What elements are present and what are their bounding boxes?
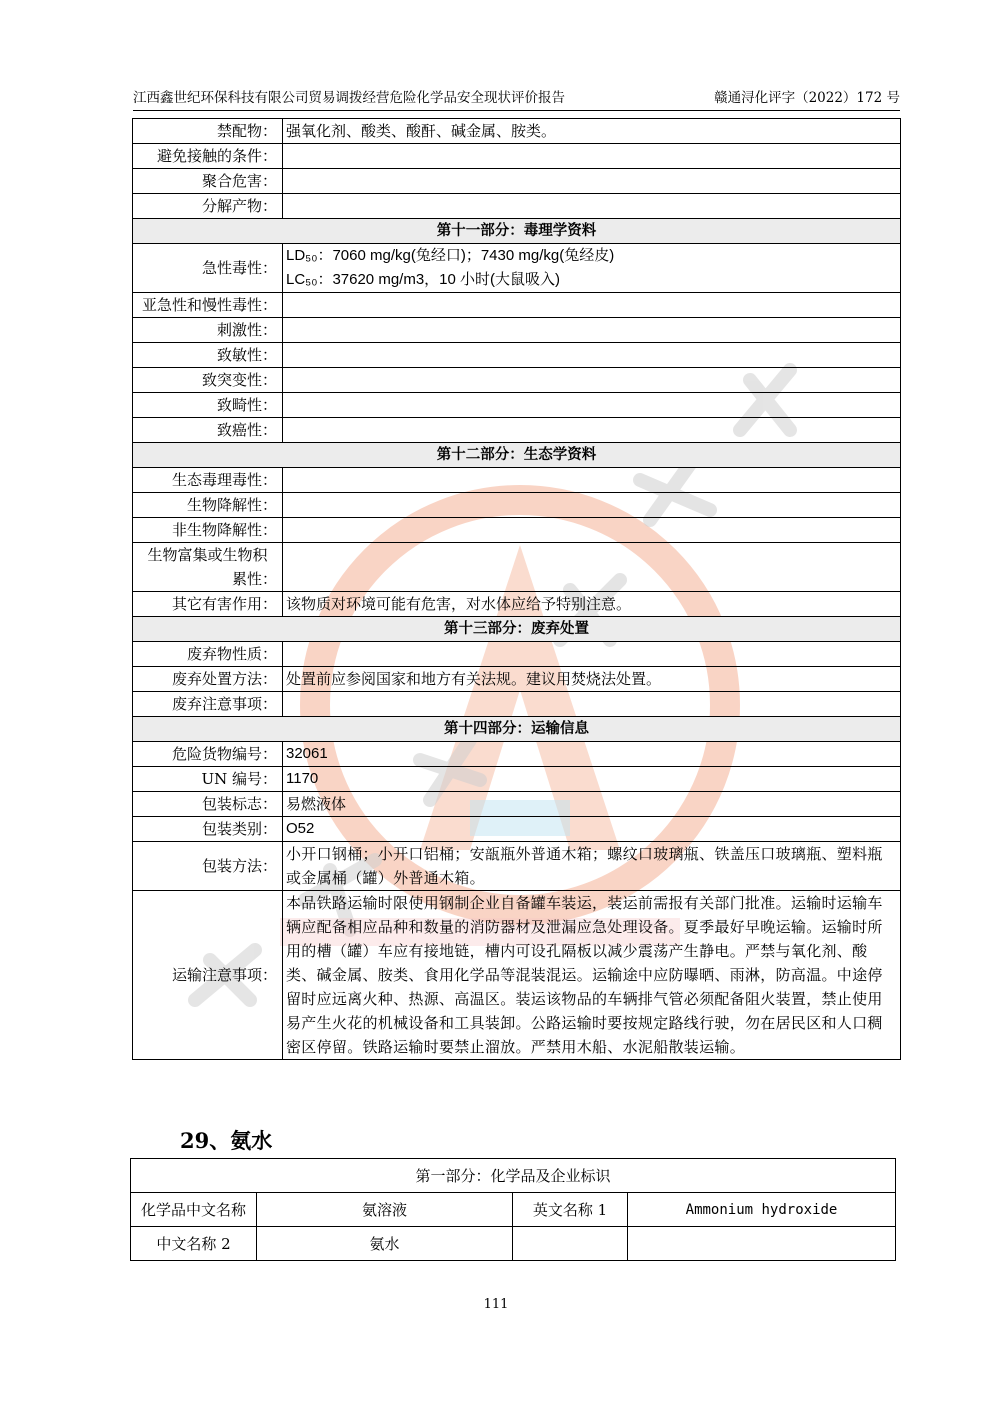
table-row bbox=[133, 468, 901, 493]
row-value-other-effects: 该物质对环境可能有危害，对水体应给予特别注意。 bbox=[283, 592, 901, 617]
lc50-text: LC₅₀：37620 mg/m3，10 小时(大鼠吸入) bbox=[286, 271, 561, 288]
row-label-un-number: UN 编号： bbox=[133, 767, 283, 792]
row-value-package-label: 易燃液体 bbox=[283, 792, 901, 817]
row-label-irritation: 刺激性： bbox=[133, 318, 283, 343]
table-row bbox=[133, 592, 901, 617]
row-label-acute-toxicity: 急性毒性： bbox=[133, 244, 283, 293]
cn-name-value: 氨溶液 bbox=[257, 1193, 513, 1227]
row-value-bioaccumulation bbox=[283, 543, 901, 592]
table-row bbox=[133, 642, 901, 667]
row-value-incompatible: 强氧化剂、酸类、酸酐、碱金属、胺类。 bbox=[283, 119, 901, 144]
row-label-dg-number: 危险货物编号： bbox=[133, 742, 283, 767]
row-value-transport-notes: 本品铁路运输时限使用钢制企业自备罐车装运，装运前需报有关部门批准。运输时运输车辆应配备相应品种和数量的消防器材及泄漏应急处理设备。夏季最好早晚运输。运输时所用的槽（罐）车应有接地链，槽内可设孔隔板以减少震荡产生静电。严禁与氧化剂、酸类、碱金属、胺类、食用化学品等混装混运。运输途中应防曝晒、雨淋，防高温。中途停留时应远离火种、热源、高温区。装运该物品的车辆排气管必须配备阻火装置，禁止使用易产生火花的机械设备和工具装卸。公路运输时要按规定路线行驶，勿在居民区和人口稠密区停留。铁路运输时要禁止溜放。严禁用木船、水泥船散装运输。 bbox=[283, 891, 901, 1060]
row-label-biodegradability: 生物降解性： bbox=[133, 493, 283, 518]
table-row bbox=[133, 817, 901, 842]
row-value-disposal-notes bbox=[283, 692, 901, 717]
section-29-heading: 29、氨水 bbox=[180, 1128, 273, 1153]
row-label-mutagenicity: 致突变性： bbox=[133, 368, 283, 393]
table-row bbox=[133, 543, 901, 592]
ammonia-identification-table bbox=[130, 1158, 896, 1261]
row-label-decomposition: 分解产物： bbox=[133, 194, 283, 219]
report-title: 江西鑫世纪环保科技有限公司贸易调拨经营危险化学品安全现状评价报告 bbox=[133, 90, 565, 106]
table-row bbox=[133, 393, 901, 418]
row-label-avoid-conditions: 避免接触的条件： bbox=[133, 144, 283, 169]
row-label-sensitization: 致敏性： bbox=[133, 343, 283, 368]
section-11-title: 第十一部分：毒理学资料 bbox=[133, 219, 901, 244]
table-row bbox=[131, 1159, 896, 1193]
section-14-title: 第十四部分：运输信息 bbox=[133, 717, 901, 742]
row-value-un-number: 1170 bbox=[283, 767, 901, 792]
table-row bbox=[133, 692, 901, 717]
table-row bbox=[133, 343, 901, 368]
row-label-disposal-method: 废弃处置方法： bbox=[133, 667, 283, 692]
section-header-row bbox=[133, 617, 901, 642]
row-value-teratogenicity bbox=[283, 393, 901, 418]
row-value-disposal-method: 处置前应参阅国家和地方有关法规。建议用焚烧法处置。 bbox=[283, 667, 901, 692]
row-value-dg-number: 32061 bbox=[283, 742, 901, 767]
section-header-row bbox=[133, 219, 901, 244]
row-label-waste-properties: 废弃物性质： bbox=[133, 642, 283, 667]
page-header bbox=[133, 88, 900, 111]
row-label-other-effects: 其它有害作用： bbox=[133, 592, 283, 617]
table-row bbox=[133, 119, 901, 144]
row-value-decomposition bbox=[283, 194, 901, 219]
row-value-sensitization bbox=[283, 343, 901, 368]
bioaccumulation-label-line1: 生物富集或生物积 bbox=[147, 546, 268, 564]
row-label-package-class: 包装类别： bbox=[133, 817, 283, 842]
row-value-package-method: 小开口钢桶；小开口铝桶；安瓿瓶外普通木箱；螺纹口玻璃瓶、铁盖压口玻璃瓶、塑料瓶或金属桶（罐）外普通木箱。 bbox=[283, 842, 901, 891]
row-value-irritation bbox=[283, 318, 901, 343]
row-value-acute-toxicity bbox=[283, 244, 901, 293]
cn-name2-value: 氨水 bbox=[257, 1227, 513, 1261]
section-12-title: 第十二部分：生态学资料 bbox=[133, 443, 901, 468]
section-header-row bbox=[133, 717, 901, 742]
table-row bbox=[133, 667, 901, 692]
en-name-label: 英文名称 1 bbox=[513, 1193, 628, 1227]
table-row bbox=[133, 518, 901, 543]
row-value-package-class: O52 bbox=[283, 817, 901, 842]
section-header-row bbox=[133, 443, 901, 468]
table-row bbox=[133, 194, 901, 219]
report-number: 赣通浔化评字（2022）172 号 bbox=[714, 90, 900, 106]
table-row bbox=[131, 1193, 896, 1227]
row-value-chronic-toxicity bbox=[283, 293, 901, 318]
row-label-package-label: 包装标志： bbox=[133, 792, 283, 817]
table-row bbox=[133, 742, 901, 767]
ld50-text: LD₅₀：7060 mg/kg(兔经口)；7430 mg/kg(兔经皮) bbox=[286, 247, 615, 264]
row-value-waste-properties bbox=[283, 642, 901, 667]
table-row bbox=[133, 318, 901, 343]
row-value-carcinogenicity bbox=[283, 418, 901, 443]
row-label-ecotoxicity: 生态毒理毒性： bbox=[133, 468, 283, 493]
page-number: 111 bbox=[483, 1297, 509, 1312]
table-row bbox=[133, 418, 901, 443]
row-label-polymerization: 聚合危害： bbox=[133, 169, 283, 194]
row-value-abiotic-degradation bbox=[283, 518, 901, 543]
row-label-bioaccumulation bbox=[133, 543, 283, 592]
bioaccumulation-label-line2: 累性： bbox=[231, 570, 277, 588]
cn-name-label: 化学品中文名称 bbox=[131, 1193, 257, 1227]
table-row bbox=[133, 244, 901, 293]
part-1-title: 第一部分：化学品及企业标识 bbox=[131, 1159, 896, 1193]
row-label-incompatible: 禁配物： bbox=[133, 119, 283, 144]
row-label-teratogenicity: 致畸性： bbox=[133, 393, 283, 418]
row-label-chronic-toxicity: 亚急性和慢性毒性： bbox=[133, 293, 283, 318]
row-label-package-method: 包装方法： bbox=[133, 842, 283, 891]
row-value-avoid-conditions bbox=[283, 144, 901, 169]
table-row bbox=[133, 792, 901, 817]
section-13-title: 第十三部分：废弃处置 bbox=[133, 617, 901, 642]
table-row bbox=[133, 144, 901, 169]
en-name-value: Ammonium hydroxide bbox=[628, 1193, 896, 1227]
cn-name2-label: 中文名称 2 bbox=[131, 1227, 257, 1261]
table-row bbox=[133, 368, 901, 393]
row-label-abiotic-degradation: 非生物降解性： bbox=[133, 518, 283, 543]
table-row bbox=[133, 767, 901, 792]
table-row bbox=[133, 493, 901, 518]
table-row bbox=[133, 169, 901, 194]
row-label-carcinogenicity: 致癌性： bbox=[133, 418, 283, 443]
msds-table bbox=[132, 118, 901, 1060]
row-value-polymerization bbox=[283, 169, 901, 194]
table-row bbox=[133, 293, 901, 318]
row-value-ecotoxicity bbox=[283, 468, 901, 493]
table-row bbox=[131, 1227, 896, 1261]
empty-cell bbox=[513, 1227, 628, 1261]
row-label-transport-notes: 运输注意事项： bbox=[133, 891, 283, 1060]
table-row bbox=[133, 891, 901, 1060]
row-value-mutagenicity bbox=[283, 368, 901, 393]
row-label-disposal-notes: 废弃注意事项： bbox=[133, 692, 283, 717]
empty-cell bbox=[628, 1227, 896, 1261]
table-row bbox=[133, 842, 901, 891]
row-value-biodegradability bbox=[283, 493, 901, 518]
